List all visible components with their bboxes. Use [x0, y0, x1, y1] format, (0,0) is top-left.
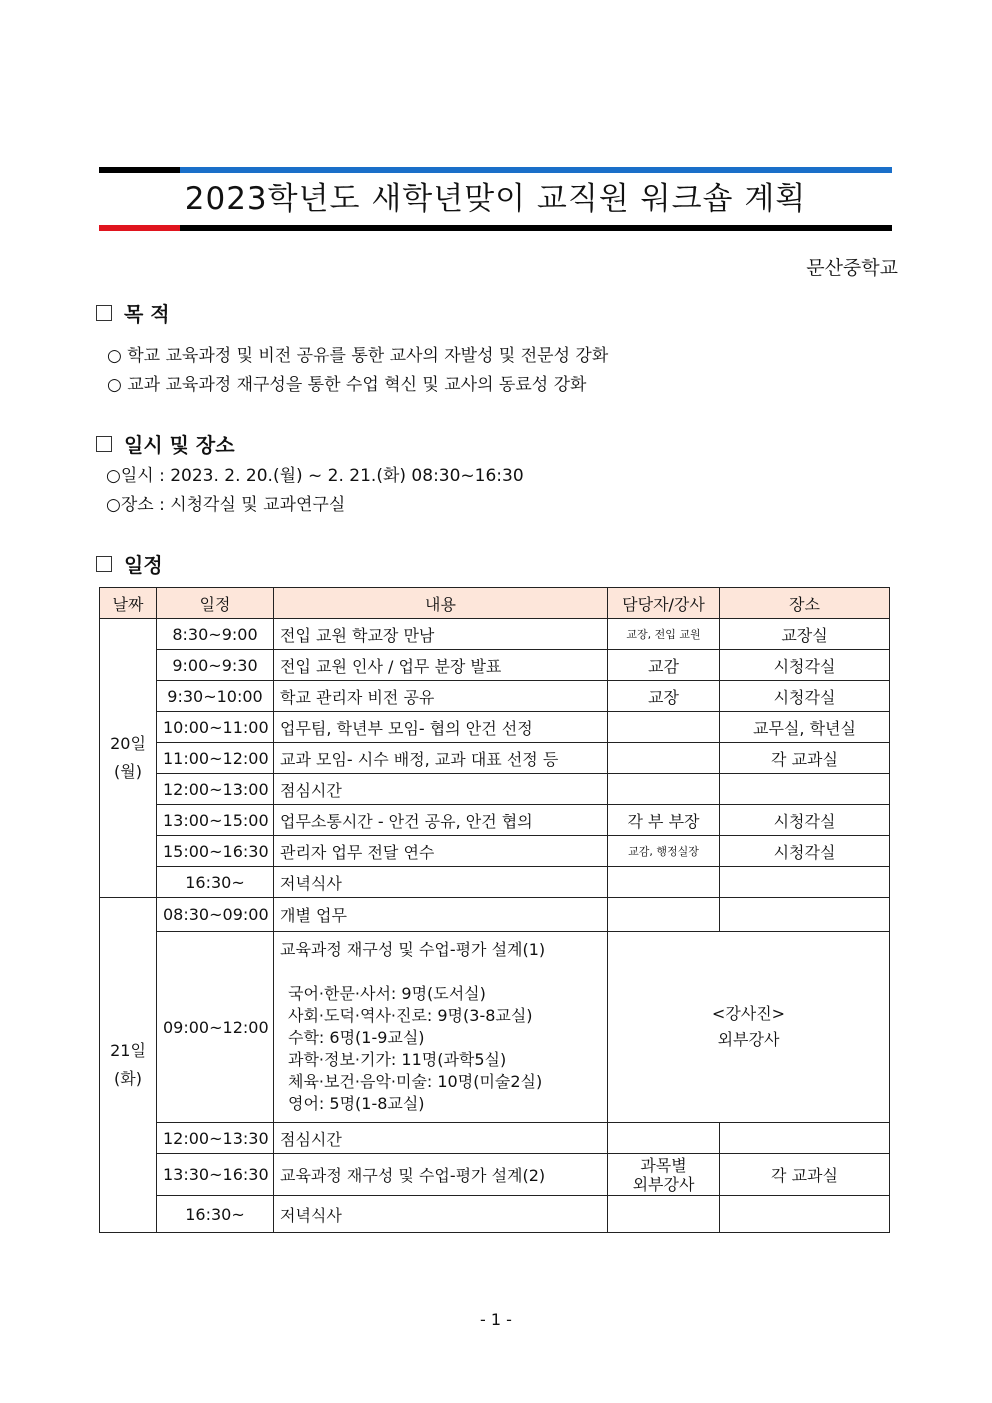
- person-cell: [608, 867, 720, 898]
- table-row: [100, 1123, 890, 1154]
- table-row: [100, 774, 890, 805]
- date-weekday: (월): [114, 762, 142, 781]
- content-cell: 전입 교원 학교장 만남: [274, 619, 608, 650]
- speaker-cell: [608, 932, 890, 1123]
- group-line: 사회·도덕·역사·진로: 9명(3-8교실): [288, 1006, 533, 1025]
- content-cell: 관리자 업무 전달 연수: [274, 836, 608, 867]
- place-cell: 시청각실: [720, 805, 890, 836]
- date-day: 20일: [110, 734, 146, 753]
- table-row: [100, 681, 890, 712]
- time-cell: 10:00~11:00: [157, 712, 274, 743]
- content-cell: 업무소통시간 - 안건 공유, 안건 협의: [274, 805, 608, 836]
- content-cell: 점심시간: [274, 774, 608, 805]
- section-when-where: [96, 429, 235, 458]
- group-line: 체육·보건·음악·미술: 10명(미술2실): [288, 1072, 543, 1091]
- header-time: 일정: [157, 588, 274, 619]
- content-cell: 저녁식사: [274, 1196, 608, 1233]
- content-cell: 교과 모임- 시수 배정, 교과 대표 선정 등: [274, 743, 608, 774]
- time-cell: 16:30~: [157, 867, 274, 898]
- person-line: 과목별: [640, 1155, 687, 1175]
- section-heading: 목 적: [124, 302, 170, 326]
- section-heading: 일정: [124, 553, 163, 577]
- table-row: [100, 619, 890, 650]
- time-cell: 13:00~15:00: [157, 805, 274, 836]
- content-cell-detail: [274, 932, 608, 1123]
- section-purpose: [96, 298, 170, 327]
- table-row: [100, 932, 890, 1123]
- title-bar-top-black: [99, 167, 180, 173]
- header-place: 장소: [720, 588, 890, 619]
- person-cell: 교장, 전입 교원: [608, 619, 720, 650]
- checkbox-icon: [96, 556, 112, 572]
- place-cell: 시청각실: [720, 681, 890, 712]
- person-cell: 각 부 부장: [608, 805, 720, 836]
- time-cell: 11:00~12:00: [157, 743, 274, 774]
- place-cell: 시청각실: [720, 836, 890, 867]
- person-cell: [608, 774, 720, 805]
- person-cell: [608, 1154, 720, 1196]
- date-cell-day1: [100, 619, 157, 898]
- time-cell: 12:00~13:00: [157, 774, 274, 805]
- checkbox-icon: [96, 436, 112, 452]
- table-row: [100, 1154, 890, 1196]
- group-line: 수학: 6명(1-9교실): [288, 1028, 425, 1047]
- purpose-item: ○ 학교 교육과정 및 비전 공유를 통한 교사의 자발성 및 전문성 강화: [107, 346, 609, 366]
- time-cell: 08:30~09:00: [157, 898, 274, 932]
- title-bar-top-blue: [180, 167, 892, 173]
- table-row: [100, 867, 890, 898]
- table-row: [100, 1196, 890, 1233]
- person-cell: 교감, 행정실장: [608, 836, 720, 867]
- speaker-name: 외부강사: [717, 1030, 780, 1049]
- person-cell: [608, 1196, 720, 1233]
- person-cell: [608, 712, 720, 743]
- group-line: 국어·한문·사서: 9명(도서실): [288, 984, 486, 1003]
- time-cell: 8:30~9:00: [157, 619, 274, 650]
- table-row: [100, 712, 890, 743]
- title-bar-bottom-black: [180, 225, 892, 231]
- group-line: 과학·정보·기가: 11명(과학5실): [288, 1050, 507, 1069]
- place-cell: [720, 1123, 890, 1154]
- table-row: [100, 743, 890, 774]
- content-cell: 교육과정 재구성 및 수업-평가 설계(2): [274, 1154, 608, 1196]
- content-cell: 점심시간: [274, 1123, 608, 1154]
- person-cell: 교장: [608, 681, 720, 712]
- place-cell: 각 교과실: [720, 1154, 890, 1196]
- time-cell: 12:00~13:30: [157, 1123, 274, 1154]
- time-cell: 13:30~16:30: [157, 1154, 274, 1196]
- place-cell: 각 교과실: [720, 743, 890, 774]
- table-header-row: [100, 588, 890, 619]
- person-line: 외부강사: [632, 1174, 695, 1194]
- header-content: 내용: [274, 588, 608, 619]
- purpose-item: ○ 교과 교육과정 재구성을 통한 수업 혁신 및 교사의 동료성 강화: [107, 375, 587, 395]
- checkbox-icon: [96, 305, 112, 321]
- place-cell: [720, 867, 890, 898]
- place-cell: 교장실: [720, 619, 890, 650]
- place-cell: [720, 774, 890, 805]
- page-title: 2023학년도 새학년맞이 교직원 워크숍 계획: [184, 181, 807, 217]
- content-cell: 개별 업무: [274, 898, 608, 932]
- time-cell: 16:30~: [157, 1196, 274, 1233]
- time-cell: 9:30~10:00: [157, 681, 274, 712]
- schedule-table: [99, 587, 890, 1233]
- place-item: ○장소 : 시청각실 및 교과연구실: [106, 495, 346, 515]
- table-row: [100, 650, 890, 681]
- table-row: [100, 898, 890, 932]
- time-cell: 9:00~9:30: [157, 650, 274, 681]
- person-cell: [608, 1123, 720, 1154]
- header-date: 날짜: [100, 588, 157, 619]
- title-block: [99, 167, 892, 233]
- title-bar-bottom-red: [99, 225, 180, 231]
- group-line: 영어: 5명(1-8교실): [288, 1094, 425, 1113]
- section-heading: 일시 및 장소: [124, 433, 235, 457]
- content-title: 교육과정 재구성 및 수업-평가 설계(1): [280, 940, 546, 959]
- place-cell: [720, 1196, 890, 1233]
- date-weekday: (화): [114, 1069, 142, 1088]
- date-cell-day2: [100, 898, 157, 1233]
- date-item: ○일시 : 2023. 2. 20.(월) ~ 2. 21.(화) 08:30~16:30: [106, 466, 524, 486]
- speaker-label: <강사진>: [711, 1004, 786, 1023]
- page-number: - 1 -: [480, 1310, 512, 1329]
- place-cell: [720, 898, 890, 932]
- date-day: 21일: [110, 1041, 146, 1060]
- person-cell: [608, 743, 720, 774]
- section-schedule: [96, 549, 163, 578]
- person-cell: [608, 898, 720, 932]
- school-name: 문산중학교: [806, 257, 898, 279]
- table-row: [100, 805, 890, 836]
- content-cell: 저녁식사: [274, 867, 608, 898]
- place-cell: 시청각실: [720, 650, 890, 681]
- person-cell: 교감: [608, 650, 720, 681]
- header-person: 담당자/강사: [608, 588, 720, 619]
- content-cell: 전입 교원 인사 / 업무 분장 발표: [274, 650, 608, 681]
- table-row: [100, 836, 890, 867]
- time-cell: 15:00~16:30: [157, 836, 274, 867]
- time-cell: 09:00~12:00: [157, 932, 274, 1123]
- content-cell: 학교 관리자 비전 공유: [274, 681, 608, 712]
- place-cell: 교무실, 학년실: [720, 712, 890, 743]
- content-cell: 업무팀, 학년부 모임- 협의 안건 선정: [274, 712, 608, 743]
